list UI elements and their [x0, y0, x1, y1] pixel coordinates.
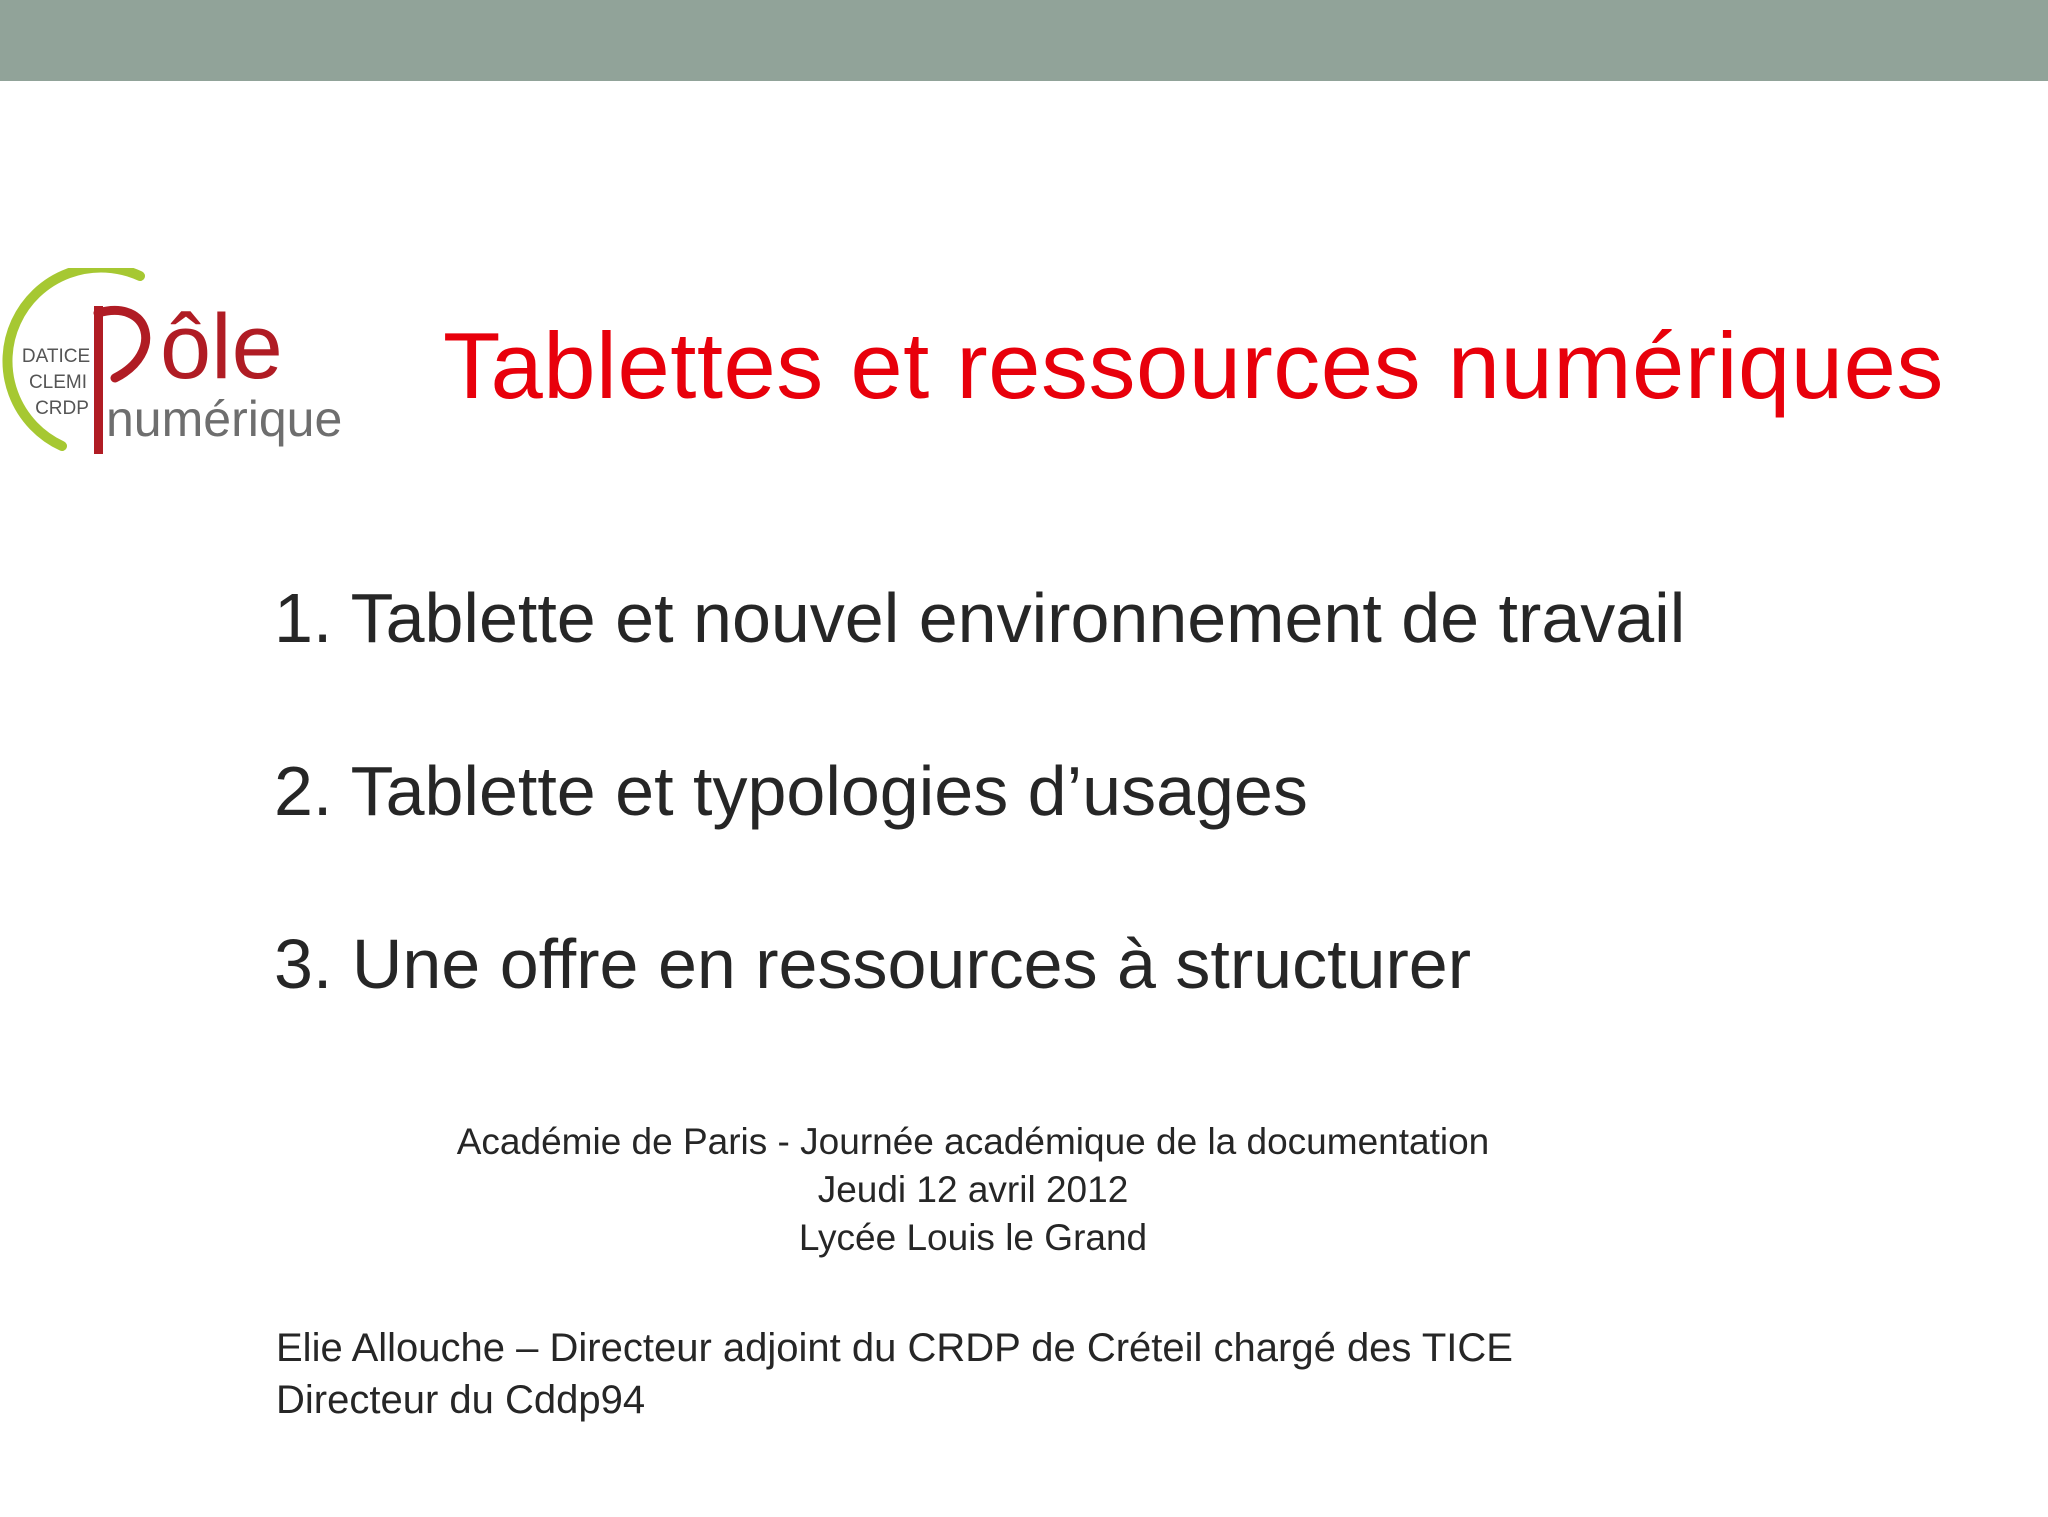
logo-p-bowl	[98, 310, 146, 378]
event-line-1: Académie de Paris - Journée académique de la documentation	[456, 1121, 1490, 1162]
agenda-item-1: 1. Tablette et nouvel environnement de travail	[274, 579, 1686, 657]
logo-sub-word: numérique	[106, 391, 343, 447]
logo-small-line-2: CLEMI	[28, 372, 88, 393]
event-info	[0, 1118, 1946, 1262]
agenda-item-3: 3. Une offre en ressources à structurer	[274, 925, 1472, 1003]
logo-bar	[94, 306, 103, 454]
author-line-1: Elie Allouche – Directeur adjoint du CRDP de Créteil chargé des TICE	[276, 1326, 1513, 1370]
logo-graphic	[0, 268, 380, 468]
author-info	[276, 1322, 1513, 1426]
agenda-item-2: 2. Tablette et typologies d’usages	[274, 752, 1308, 830]
slide-title: Tablettes et ressources numériques	[443, 313, 1944, 418]
logo-small-line-3: CRDP	[35, 398, 89, 419]
logo-main-word: ôle	[160, 296, 283, 398]
pole-numerique-logo	[0, 268, 380, 468]
event-line-2: Jeudi 12 avril 2012	[817, 1169, 1129, 1210]
event-line-3: Lycée Louis le Grand	[798, 1217, 1148, 1258]
agenda-list	[274, 570, 1685, 1089]
top-band	[0, 0, 2048, 81]
author-line-2: Directeur du Cddp94	[276, 1378, 646, 1422]
logo-small-line-1: DATICE	[21, 346, 91, 367]
